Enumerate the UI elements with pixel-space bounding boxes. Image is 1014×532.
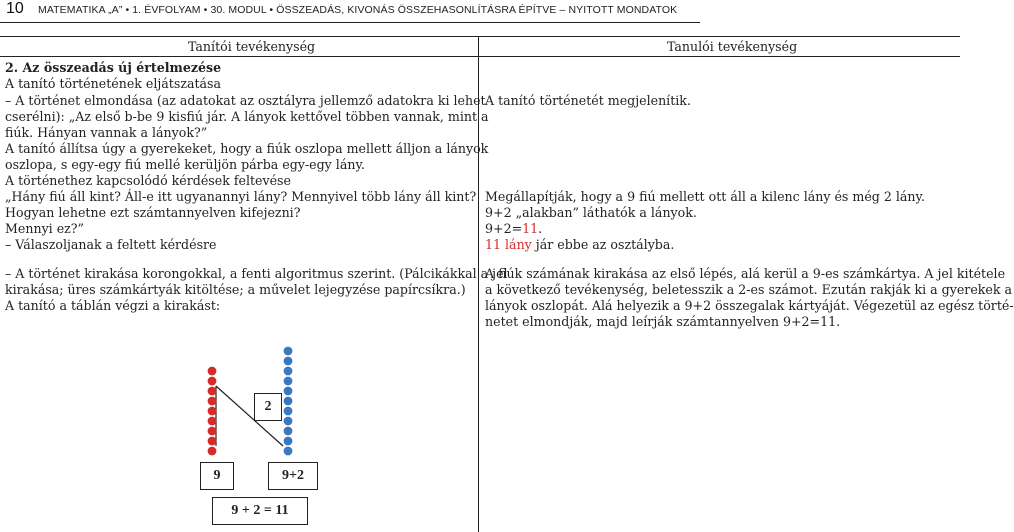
student-column-header: Tanulói tevékenység [667, 39, 798, 54]
student-line: 9+2=11. [485, 221, 543, 236]
girl-disk [284, 347, 293, 356]
teacher-line: Hogyan lehetne ezt számtannyelven kifejezni? [5, 205, 301, 220]
student-line: 11 lány jár ebbe az osztályba. [485, 237, 675, 252]
student-line: 9+2 „alakban” láthatók a lányok. [485, 205, 697, 220]
girl-disk [284, 377, 293, 386]
teacher-line: A tanító a táblán végzi a kirakást: [5, 298, 221, 313]
student-line: netet elmondják, majd leírják számtannyelven 9+2=11. [485, 314, 841, 329]
teacher-line: A tanító állítsa úgy a gyerekeket, hogy a fiúk oszlopa mellett álljon a lányok [5, 141, 489, 156]
girl-disk [284, 417, 293, 426]
module-title: MATEMATIKA „A” • 1. ÉVFOLYAM • 30. MODUL • ÖSSZEADÁS, KIVONÁS ÖSSZEHASONLÍTÁSRA ÉPÍTVE – NYITOTT MONDATOK [38, 4, 678, 16]
student-line: A fiúk számának kirakása az első lépés, alá kerül a 9-es számkártya. A jel kitétele [485, 266, 1006, 281]
teacher-column-header: Tanítói tevékenység [188, 39, 316, 54]
girl-disk [284, 447, 293, 456]
teacher-line: – A történet kirakása korongokkal, a fenti algoritmus szerint. (Pálcikákkal a jel [5, 266, 508, 281]
boy-disk [208, 367, 217, 376]
girl-disk [284, 427, 293, 436]
student-line: Megállapítják, hogy a 9 fiú mellett ott áll a kilenc lány és még 2 lány. [485, 189, 925, 204]
boy-disk [208, 437, 217, 446]
girl-disk [284, 397, 293, 406]
girl-disk [284, 407, 293, 416]
teacher-line: A tanító történetének eljátszatása [5, 76, 222, 91]
teacher-line: – A történet elmondása (az adatokat az osztályra jellemző adatokra ki lehet [5, 93, 486, 108]
boy-disk [208, 407, 217, 416]
student-line: A tanító történetét megjelenítik. [485, 93, 691, 108]
boy-disk [208, 377, 217, 386]
student-line: lányok oszlopát. Alá helyezik a 9+2 összegalak kártyáját. Végezetül az egész törté- [485, 298, 1014, 313]
teacher-line: kirakása; üres számkártyák kitöltése; a művelet lejegyzése papírcsíkra.) [5, 282, 466, 297]
boy-disk [208, 427, 217, 436]
student-line: a következő tevékenység, beletesszik a 2-es számot. Ezután rakják ki a gyerekek a [485, 282, 1012, 297]
teacher-line: „Hány fiú áll kint? Áll-e itt ugyanannyi lány? Mennyivel több lány áll kint? [5, 189, 477, 204]
girl-disk [284, 437, 293, 446]
page-number: 10 [6, 0, 24, 17]
teacher-line: Mennyi ez?” [5, 221, 84, 236]
teacher-line: oszlopa, s egy-egy fiú mellé kerüljön párba egy-egy lány. [5, 157, 365, 172]
boy-disk [208, 447, 217, 456]
teacher-line: cserélni): „Az első b-be 9 kisfiú jár. A lányok kettővel többen vannak, mint a [5, 109, 489, 124]
boy-disk [208, 387, 217, 396]
card-nine: 9 [200, 462, 234, 490]
teacher-line: – Válaszoljanak a feltett kérdésre [5, 237, 217, 252]
section-title: 2. Az összeadás új értelmezése [5, 60, 222, 75]
girl-disk [284, 387, 293, 396]
card-two: 2 [254, 393, 282, 421]
eleven-girls: 11 lány [485, 237, 532, 252]
girl-disk [284, 367, 293, 376]
boy-disk [208, 397, 217, 406]
answer-eleven: 11 [522, 221, 539, 236]
teacher-line: A történethez kapcsolódó kérdések feltevése [5, 173, 291, 188]
boy-disk [208, 417, 217, 426]
girl-disk [284, 357, 293, 366]
teacher-line: fiúk. Hányan vannak a lányok?” [5, 125, 208, 140]
card-nine-plus-two: 9+2 [268, 462, 318, 490]
card-equation: 9 + 2 = 11 [212, 497, 308, 525]
